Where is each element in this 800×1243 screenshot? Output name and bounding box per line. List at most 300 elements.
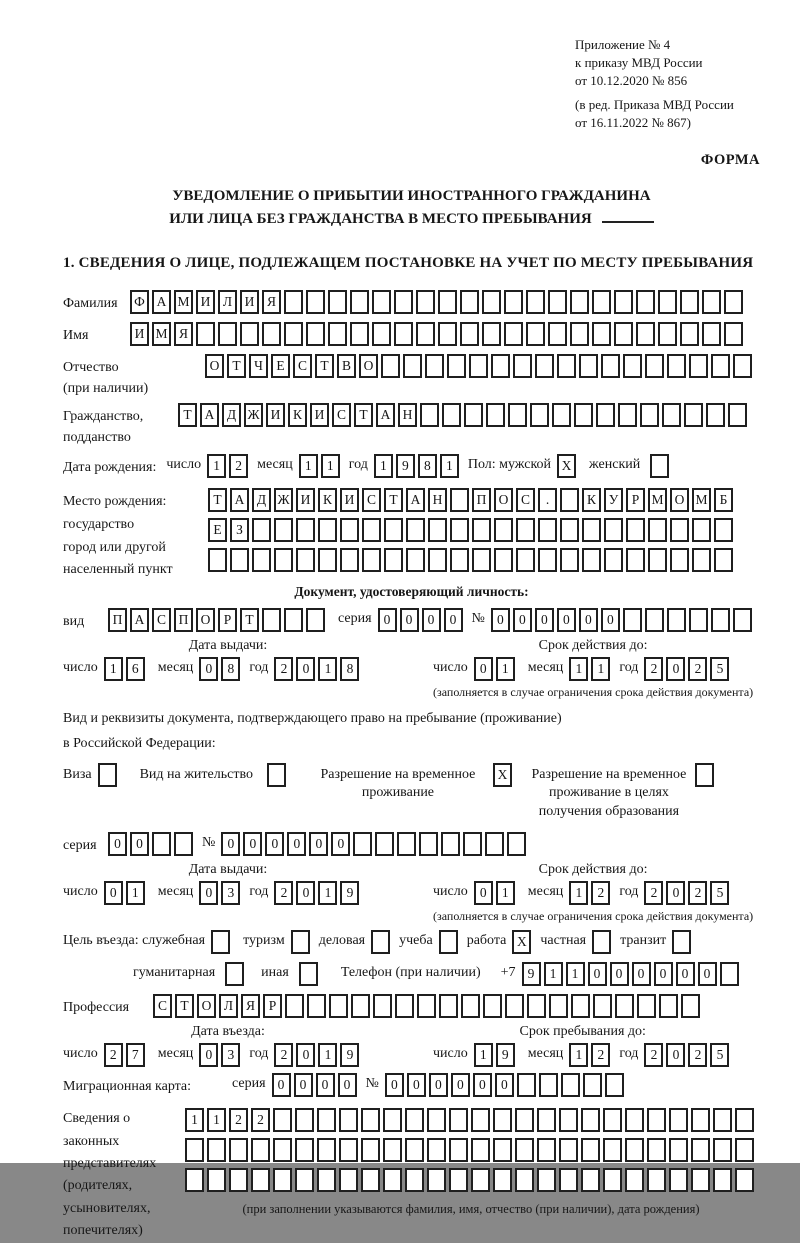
char-cell[interactable]	[405, 1108, 424, 1132]
char-cell[interactable]	[317, 1108, 336, 1132]
purpose-private-checkbox[interactable]	[592, 930, 614, 954]
char-cell[interactable]	[284, 608, 303, 632]
temp-residence-checkbox[interactable]	[493, 763, 515, 787]
char-cell[interactable]	[340, 548, 359, 572]
char-cell[interactable]	[383, 1168, 402, 1192]
char-cell[interactable]	[724, 290, 743, 314]
char-cell[interactable]	[702, 322, 721, 346]
char-cell[interactable]	[582, 548, 601, 572]
char-cell[interactable]: Т	[240, 608, 259, 632]
char-cell[interactable]	[515, 1168, 534, 1192]
staydoc-issued-month[interactable]	[199, 881, 243, 905]
char-cell[interactable]	[505, 994, 524, 1018]
char-cell[interactable]: А	[230, 488, 249, 512]
char-cell[interactable]	[416, 322, 435, 346]
char-cell[interactable]	[538, 548, 557, 572]
char-cell[interactable]: 0	[491, 608, 510, 632]
char-cell[interactable]: Ж	[274, 488, 293, 512]
char-cell[interactable]	[491, 354, 510, 378]
char-cell[interactable]	[471, 1138, 490, 1162]
temp-residence-edu-checkbox[interactable]	[695, 763, 717, 787]
birthplace-cells-row1[interactable]	[208, 488, 736, 512]
char-cell[interactable]	[640, 403, 659, 427]
char-cell[interactable]	[362, 548, 381, 572]
char-cell[interactable]	[695, 763, 714, 787]
char-cell[interactable]	[296, 518, 315, 542]
char-cell[interactable]	[284, 322, 303, 346]
char-cell[interactable]	[449, 1138, 468, 1162]
char-cell[interactable]	[350, 290, 369, 314]
char-cell[interactable]: 8	[221, 657, 240, 681]
char-cell[interactable]	[714, 548, 733, 572]
char-cell[interactable]: О	[670, 488, 689, 512]
char-cell[interactable]: О	[197, 994, 216, 1018]
char-cell[interactable]: .	[538, 488, 557, 512]
char-cell[interactable]: 0	[199, 881, 218, 905]
char-cell[interactable]	[560, 548, 579, 572]
char-cell[interactable]	[471, 1108, 490, 1132]
char-cell[interactable]: Д	[222, 403, 241, 427]
char-cell[interactable]: 2	[104, 1043, 123, 1067]
char-cell[interactable]: Т	[227, 354, 246, 378]
purpose-transit-checkbox[interactable]	[672, 930, 694, 954]
char-cell[interactable]	[425, 354, 444, 378]
char-cell[interactable]	[463, 832, 482, 856]
char-cell[interactable]: И	[310, 403, 329, 427]
char-cell[interactable]	[735, 1108, 754, 1132]
char-cell[interactable]	[504, 290, 523, 314]
char-cell[interactable]	[669, 1168, 688, 1192]
iddoc-issued-day[interactable]	[104, 657, 148, 681]
char-cell[interactable]	[375, 832, 394, 856]
char-cell[interactable]	[372, 322, 391, 346]
staydoc-valid-year[interactable]	[644, 881, 732, 905]
char-cell[interactable]: 1	[496, 657, 515, 681]
char-cell[interactable]	[614, 290, 633, 314]
stay-until-month[interactable]	[569, 1043, 613, 1067]
char-cell[interactable]	[713, 1168, 732, 1192]
char-cell[interactable]: 1	[318, 881, 337, 905]
char-cell[interactable]	[351, 994, 370, 1018]
char-cell[interactable]	[340, 518, 359, 542]
char-cell[interactable]: 0	[243, 832, 262, 856]
char-cell[interactable]: 2	[591, 881, 610, 905]
firstname-cells[interactable]	[130, 322, 746, 346]
char-cell[interactable]: 0	[296, 1043, 315, 1067]
char-cell[interactable]: 9	[522, 962, 541, 986]
char-cell[interactable]	[691, 1138, 710, 1162]
char-cell[interactable]: Я	[241, 994, 260, 1018]
char-cell[interactable]	[559, 1108, 578, 1132]
char-cell[interactable]	[185, 1168, 204, 1192]
char-cell[interactable]	[539, 1073, 558, 1097]
char-cell[interactable]: С	[332, 403, 351, 427]
char-cell[interactable]: 2	[644, 881, 663, 905]
char-cell[interactable]	[306, 608, 325, 632]
char-cell[interactable]	[603, 1138, 622, 1162]
char-cell[interactable]	[229, 1168, 248, 1192]
char-cell[interactable]	[516, 518, 535, 542]
char-cell[interactable]: 0	[407, 1073, 426, 1097]
char-cell[interactable]: 0	[316, 1073, 335, 1097]
char-cell[interactable]	[680, 322, 699, 346]
char-cell[interactable]: В	[337, 354, 356, 378]
char-cell[interactable]	[692, 548, 711, 572]
char-cell[interactable]: 1	[185, 1108, 204, 1132]
char-cell[interactable]	[570, 322, 589, 346]
char-cell[interactable]	[98, 763, 117, 787]
char-cell[interactable]	[291, 930, 310, 954]
char-cell[interactable]	[614, 322, 633, 346]
char-cell[interactable]	[460, 322, 479, 346]
entry-month[interactable]	[199, 1043, 243, 1067]
char-cell[interactable]	[645, 608, 664, 632]
char-cell[interactable]: 0	[130, 832, 149, 856]
surname-cells[interactable]	[130, 290, 746, 314]
char-cell[interactable]: 0	[632, 962, 651, 986]
char-cell[interactable]	[207, 1138, 226, 1162]
char-cell[interactable]: 2	[644, 657, 663, 681]
char-cell[interactable]	[384, 548, 403, 572]
char-cell[interactable]	[493, 1138, 512, 1162]
char-cell[interactable]	[438, 290, 457, 314]
visa-checkbox[interactable]	[98, 763, 120, 787]
char-cell[interactable]: М	[648, 488, 667, 512]
char-cell[interactable]	[405, 1138, 424, 1162]
char-cell[interactable]	[394, 290, 413, 314]
char-cell[interactable]	[472, 518, 491, 542]
char-cell[interactable]	[274, 548, 293, 572]
char-cell[interactable]	[285, 994, 304, 1018]
sex-male-checkbox[interactable]	[557, 454, 579, 478]
iddoc-series-cells[interactable]	[378, 608, 466, 632]
char-cell[interactable]: О	[359, 354, 378, 378]
char-cell[interactable]	[471, 1168, 490, 1192]
iddoc-issued-year[interactable]	[274, 657, 362, 681]
iddoc-number-cells[interactable]	[491, 608, 755, 632]
char-cell[interactable]	[361, 1108, 380, 1132]
char-cell[interactable]: Ж	[244, 403, 263, 427]
char-cell[interactable]	[403, 354, 422, 378]
char-cell[interactable]	[317, 1138, 336, 1162]
char-cell[interactable]	[625, 1138, 644, 1162]
char-cell[interactable]: 5	[710, 1043, 729, 1067]
char-cell[interactable]	[706, 403, 725, 427]
char-cell[interactable]: С	[362, 488, 381, 512]
char-cell[interactable]	[526, 322, 545, 346]
char-cell[interactable]	[295, 1138, 314, 1162]
char-cell[interactable]	[251, 1168, 270, 1192]
char-cell[interactable]: К	[582, 488, 601, 512]
purpose-tourism-checkbox[interactable]	[291, 930, 313, 954]
char-cell[interactable]: Д	[252, 488, 271, 512]
char-cell[interactable]	[711, 608, 730, 632]
char-cell[interactable]	[273, 1138, 292, 1162]
char-cell[interactable]	[420, 403, 439, 427]
char-cell[interactable]	[626, 518, 645, 542]
char-cell[interactable]: С	[152, 608, 171, 632]
char-cell[interactable]	[419, 832, 438, 856]
char-cell[interactable]	[252, 518, 271, 542]
char-cell[interactable]	[438, 322, 457, 346]
char-cell[interactable]: 2	[229, 454, 248, 478]
char-cell[interactable]	[648, 518, 667, 542]
char-cell[interactable]	[383, 1138, 402, 1162]
char-cell[interactable]	[670, 518, 689, 542]
char-cell[interactable]	[724, 322, 743, 346]
char-cell[interactable]: 0	[588, 962, 607, 986]
char-cell[interactable]	[252, 548, 271, 572]
char-cell[interactable]	[225, 962, 244, 986]
char-cell[interactable]: 0	[272, 1073, 291, 1097]
iddoc-issued-month[interactable]	[199, 657, 243, 681]
representatives-cells-row3[interactable]	[185, 1168, 757, 1192]
char-cell[interactable]	[306, 322, 325, 346]
char-cell[interactable]: 0	[535, 608, 554, 632]
char-cell[interactable]: А	[130, 608, 149, 632]
char-cell[interactable]	[592, 322, 611, 346]
char-cell[interactable]	[560, 518, 579, 542]
char-cell[interactable]	[626, 548, 645, 572]
char-cell[interactable]: 0	[444, 608, 463, 632]
char-cell[interactable]: 0	[654, 962, 673, 986]
char-cell[interactable]	[439, 994, 458, 1018]
char-cell[interactable]: 5	[710, 881, 729, 905]
char-cell[interactable]	[571, 994, 590, 1018]
char-cell[interactable]	[317, 1168, 336, 1192]
char-cell[interactable]: 0	[221, 832, 240, 856]
char-cell[interactable]	[397, 832, 416, 856]
staydoc-valid-day[interactable]	[474, 881, 518, 905]
char-cell[interactable]	[583, 1073, 602, 1097]
char-cell[interactable]: 9	[340, 1043, 359, 1067]
char-cell[interactable]	[328, 290, 347, 314]
title-blank-line[interactable]	[602, 209, 654, 223]
char-cell[interactable]	[650, 454, 669, 478]
char-cell[interactable]	[508, 403, 527, 427]
char-cell[interactable]: 1	[591, 657, 610, 681]
char-cell[interactable]: Т	[315, 354, 334, 378]
char-cell[interactable]: 1	[496, 881, 515, 905]
char-cell[interactable]: И	[296, 488, 315, 512]
char-cell[interactable]	[647, 1108, 666, 1132]
char-cell[interactable]	[406, 548, 425, 572]
char-cell[interactable]	[548, 290, 567, 314]
char-cell[interactable]: 0	[331, 832, 350, 856]
char-cell[interactable]	[720, 962, 739, 986]
char-cell[interactable]	[395, 994, 414, 1018]
char-cell[interactable]	[728, 403, 747, 427]
birth-day-cells[interactable]	[207, 454, 251, 478]
char-cell[interactable]: С	[516, 488, 535, 512]
char-cell[interactable]	[240, 322, 259, 346]
staydoc-issued-year[interactable]	[274, 881, 362, 905]
char-cell[interactable]: П	[174, 608, 193, 632]
char-cell[interactable]: 9	[396, 454, 415, 478]
residence-permit-checkbox[interactable]	[267, 763, 289, 787]
stay-until-day[interactable]	[474, 1043, 518, 1067]
char-cell[interactable]	[669, 1108, 688, 1132]
purpose-humanitarian-checkbox[interactable]	[225, 962, 247, 986]
char-cell[interactable]: 0	[513, 608, 532, 632]
char-cell[interactable]	[329, 994, 348, 1018]
char-cell[interactable]	[692, 518, 711, 542]
char-cell[interactable]: 0	[108, 832, 127, 856]
char-cell[interactable]	[450, 488, 469, 512]
purpose-study-checkbox[interactable]	[439, 930, 461, 954]
char-cell[interactable]: 0	[495, 1073, 514, 1097]
char-cell[interactable]	[560, 488, 579, 512]
char-cell[interactable]	[295, 1108, 314, 1132]
char-cell[interactable]: У	[604, 488, 623, 512]
char-cell[interactable]	[735, 1168, 754, 1192]
char-cell[interactable]	[549, 994, 568, 1018]
iddoc-valid-day[interactable]	[474, 657, 518, 681]
char-cell[interactable]	[427, 1108, 446, 1132]
char-cell[interactable]	[339, 1138, 358, 1162]
char-cell[interactable]	[361, 1168, 380, 1192]
char-cell[interactable]: X	[512, 930, 531, 954]
representatives-cells-row1[interactable]	[185, 1108, 757, 1132]
char-cell[interactable]	[713, 1138, 732, 1162]
char-cell[interactable]: 3	[221, 881, 240, 905]
char-cell[interactable]	[516, 548, 535, 572]
char-cell[interactable]: Л	[219, 994, 238, 1018]
char-cell[interactable]: X	[557, 454, 576, 478]
char-cell[interactable]	[561, 1073, 580, 1097]
char-cell[interactable]	[274, 518, 293, 542]
char-cell[interactable]	[273, 1168, 292, 1192]
char-cell[interactable]: 0	[199, 657, 218, 681]
char-cell[interactable]	[472, 548, 491, 572]
char-cell[interactable]: 1	[544, 962, 563, 986]
char-cell[interactable]	[605, 1073, 624, 1097]
char-cell[interactable]: Л	[218, 290, 237, 314]
char-cell[interactable]	[593, 994, 612, 1018]
char-cell[interactable]: 1	[440, 454, 459, 478]
char-cell[interactable]	[515, 1138, 534, 1162]
char-cell[interactable]	[428, 518, 447, 542]
char-cell[interactable]: Я	[262, 290, 281, 314]
char-cell[interactable]	[267, 763, 286, 787]
char-cell[interactable]	[669, 1138, 688, 1162]
char-cell[interactable]: 7	[126, 1043, 145, 1067]
char-cell[interactable]: 0	[287, 832, 306, 856]
char-cell[interactable]: 0	[265, 832, 284, 856]
char-cell[interactable]	[306, 290, 325, 314]
char-cell[interactable]	[517, 1073, 536, 1097]
char-cell[interactable]	[548, 322, 567, 346]
char-cell[interactable]	[535, 354, 554, 378]
char-cell[interactable]	[493, 1108, 512, 1132]
char-cell[interactable]: Р	[626, 488, 645, 512]
char-cell[interactable]: А	[200, 403, 219, 427]
char-cell[interactable]	[439, 930, 458, 954]
char-cell[interactable]	[384, 518, 403, 542]
entry-day[interactable]	[104, 1043, 148, 1067]
char-cell[interactable]: 9	[340, 881, 359, 905]
char-cell[interactable]: А	[376, 403, 395, 427]
char-cell[interactable]: 1	[474, 1043, 493, 1067]
char-cell[interactable]: О	[196, 608, 215, 632]
iddoc-valid-month[interactable]	[569, 657, 613, 681]
char-cell[interactable]: П	[108, 608, 127, 632]
char-cell[interactable]: Т	[178, 403, 197, 427]
char-cell[interactable]	[284, 290, 303, 314]
char-cell[interactable]	[381, 354, 400, 378]
char-cell[interactable]: С	[293, 354, 312, 378]
char-cell[interactable]	[417, 994, 436, 1018]
char-cell[interactable]	[658, 322, 677, 346]
char-cell[interactable]: Н	[398, 403, 417, 427]
purpose-other-checkbox[interactable]	[299, 962, 321, 986]
migration-card-series[interactable]	[272, 1073, 360, 1097]
char-cell[interactable]	[262, 608, 281, 632]
char-cell[interactable]	[537, 1138, 556, 1162]
representatives-cells-row2[interactable]	[185, 1138, 757, 1162]
char-cell[interactable]	[581, 1108, 600, 1132]
char-cell[interactable]: 1	[207, 1108, 226, 1132]
char-cell[interactable]	[441, 832, 460, 856]
char-cell[interactable]: М	[174, 290, 193, 314]
char-cell[interactable]	[427, 1168, 446, 1192]
char-cell[interactable]	[603, 1108, 622, 1132]
char-cell[interactable]	[482, 322, 501, 346]
char-cell[interactable]	[662, 403, 681, 427]
char-cell[interactable]	[450, 548, 469, 572]
char-cell[interactable]	[581, 1168, 600, 1192]
char-cell[interactable]	[486, 403, 505, 427]
char-cell[interactable]	[230, 548, 249, 572]
char-cell[interactable]: 0	[579, 608, 598, 632]
purpose-official-checkbox[interactable]	[211, 930, 233, 954]
char-cell[interactable]	[680, 290, 699, 314]
char-cell[interactable]	[637, 994, 656, 1018]
char-cell[interactable]	[185, 1138, 204, 1162]
char-cell[interactable]: 2	[229, 1108, 248, 1132]
staydoc-issued-day[interactable]	[104, 881, 148, 905]
char-cell[interactable]: 2	[591, 1043, 610, 1067]
char-cell[interactable]: Т	[208, 488, 227, 512]
char-cell[interactable]	[659, 994, 678, 1018]
char-cell[interactable]	[318, 518, 337, 542]
purpose-business-checkbox[interactable]	[371, 930, 393, 954]
char-cell[interactable]	[604, 518, 623, 542]
char-cell[interactable]	[299, 962, 318, 986]
char-cell[interactable]	[615, 994, 634, 1018]
char-cell[interactable]	[684, 403, 703, 427]
entry-year[interactable]	[274, 1043, 362, 1067]
char-cell[interactable]: 2	[644, 1043, 663, 1067]
sex-female-checkbox[interactable]	[650, 454, 672, 478]
char-cell[interactable]	[295, 1168, 314, 1192]
char-cell[interactable]	[494, 518, 513, 542]
char-cell[interactable]: 1	[374, 454, 393, 478]
char-cell[interactable]	[372, 290, 391, 314]
birthplace-cells-row3[interactable]	[208, 548, 736, 572]
char-cell[interactable]: X	[493, 763, 512, 787]
char-cell[interactable]: 2	[274, 657, 293, 681]
char-cell[interactable]	[350, 322, 369, 346]
char-cell[interactable]	[296, 548, 315, 572]
char-cell[interactable]	[579, 354, 598, 378]
char-cell[interactable]: О	[205, 354, 224, 378]
char-cell[interactable]	[504, 322, 523, 346]
char-cell[interactable]	[273, 1108, 292, 1132]
char-cell[interactable]	[570, 290, 589, 314]
char-cell[interactable]	[538, 518, 557, 542]
char-cell[interactable]: Т	[175, 994, 194, 1018]
